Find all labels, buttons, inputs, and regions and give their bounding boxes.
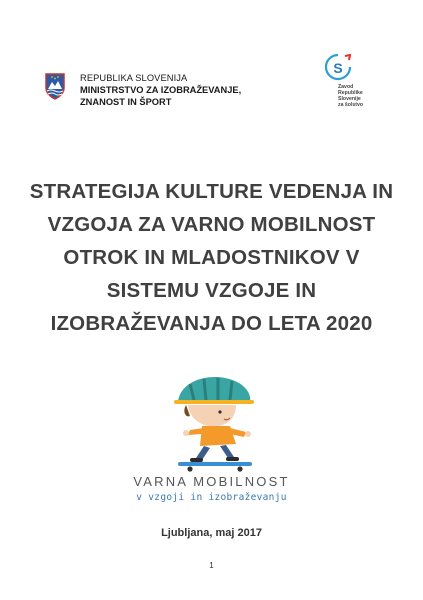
title-line-1: STRATEGIJA KULTURE VEDENJA IN: [29, 180, 394, 203]
title-line-2: VZGOJA ZA VARNO MOBILNOST: [47, 213, 376, 236]
place-date: Ljubljana, maj 2017: [161, 527, 262, 539]
page-number: 1: [209, 561, 214, 570]
zavod-line-3: Slovenije: [338, 96, 361, 102]
zavod-line-1: Zavod: [338, 84, 354, 90]
child-skateboard-helmet-icon: [160, 372, 270, 472]
title-line-4: SISTEMU VZGOJE IN: [106, 279, 317, 302]
title-line-3: OTROK IN MLADOSTNIKOV V: [63, 246, 360, 269]
ministry-line-1: REPUBLIKA SLOVENIJA: [80, 73, 188, 83]
zavod-s-logo-icon: [323, 52, 353, 84]
ministry-line-3: ZNANOST IN ŠPORT: [80, 97, 172, 107]
zavod-line-4: za šolstvo: [338, 102, 364, 108]
zavod-line-2: Republike: [338, 90, 363, 96]
brand-name: VARNA MOBILNOST: [133, 474, 290, 489]
document-title: [20, 175, 403, 340]
zavod-logo: [318, 52, 378, 112]
svg-text:S: S: [333, 60, 343, 76]
title-line-5: IZOBRAŽEVANJA DO LETA 2020: [50, 312, 373, 335]
slovenia-coat-of-arms-icon: [44, 72, 66, 100]
brand-tagline: v vzgoji in izobraževanju: [136, 492, 287, 503]
ministry-line-2: MINISTRSTVO ZA IZOBRAŽEVANJE,: [80, 85, 242, 95]
ministry-header: [44, 70, 274, 110]
